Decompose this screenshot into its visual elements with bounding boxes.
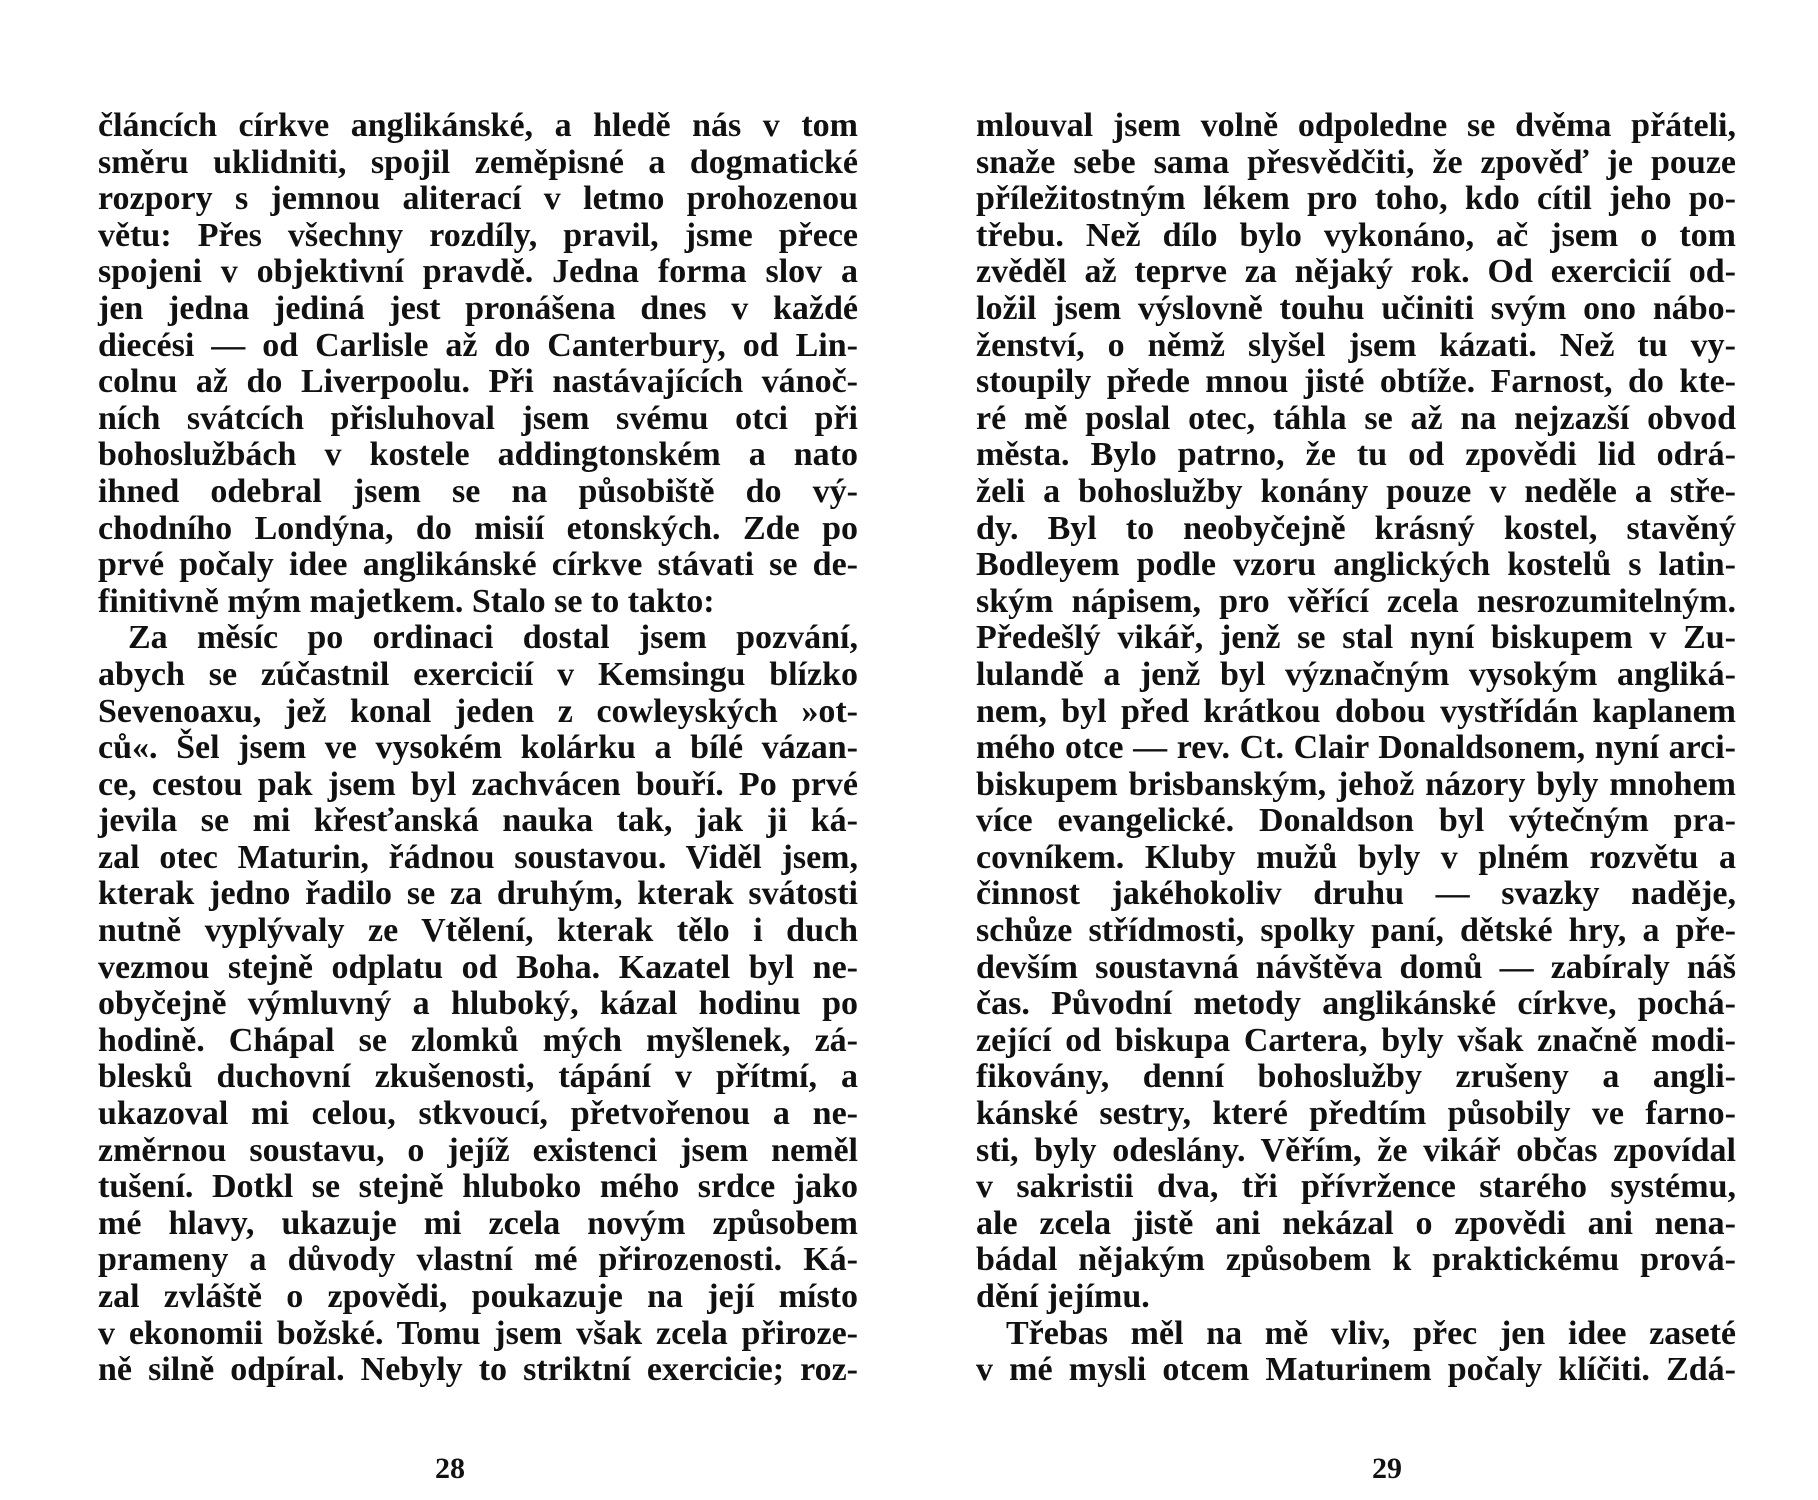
text-line: schůze střídmosti, spolky paní, dětské hry, a pře- (976, 912, 1736, 950)
text-line: jevila se mi křesťanská nauka tak, jak ji ká- (98, 802, 858, 840)
text-line: čas. Původní metody anglikánské církve, pochá- (976, 985, 1736, 1023)
text-line: covníkem. Kluby mužů byly v plném rozvětu a (976, 838, 1736, 876)
text-line: činnost jakéhokoliv druhu — svazky naděje, (976, 875, 1736, 913)
text-line: jen jedna jediná jest pronášena dnes v každé (98, 289, 858, 327)
text-line: ce, cestou pak jsem byl zachvácen bouří. Po prvé (98, 765, 858, 803)
text-line: ně silně odpíral. Nebyly to striktní exercicie; roz- (98, 1351, 858, 1389)
text-line: Předešlý vikář, jenž se stal nyní biskupem v Zu- (976, 619, 1736, 657)
text-line: mé hlavy, ukazuje mi zcela novým způsobem (98, 1204, 858, 1242)
text-line: mého otce — rev. Ct. Clair Donaldsonem, nyní arci- (976, 729, 1736, 767)
text-line: diecési — od Carlisle až do Canterbury, od Lin- (98, 326, 858, 364)
text-line: prvé počaly idee anglikánské církve stávati se de- (98, 546, 858, 584)
text-line: mlouval jsem volně odpoledne se dvěma přáteli, (976, 107, 1736, 144)
text-line: hodině. Chápal se zlomků mých myšlenek, zá- (98, 1021, 858, 1059)
text-line: třebu. Než dílo bylo vykonáno, ač jsem o tom (976, 216, 1736, 254)
text-line: fikovány, denní bohoslužby zrušeny a angli- (976, 1058, 1736, 1096)
text-line: Třebas měl na mě vliv, přec jen idee zaseté (1006, 1314, 1736, 1352)
text-line: dy. Byl to neobyčejně krásný kostel, stavěný (976, 509, 1736, 547)
right-page-text (976, 108, 1736, 1389)
text-line: kánské sestry, které předtím působily ve farno- (976, 1095, 1736, 1133)
text-line: nem, byl před krátkou dobou vystřídán kaplanem (976, 692, 1736, 730)
text-line: nutně vyplývaly ze Vtělení, kterak tělo i duch (98, 912, 858, 950)
text-line: změrnou soustavu, o jejíž existenci jsem neměl (98, 1131, 858, 1169)
left-page-number: 28 (435, 1452, 465, 1485)
text-line: blesků duchovní zkušenosti, tápání v přítmí, a (98, 1058, 858, 1096)
text-line: dění jejímu. (976, 1278, 1150, 1315)
text-line: biskupem brisbanským, jehož názory byly mnohem (976, 765, 1736, 803)
text-line: v mé mysli otcem Maturinem počaly klíčiti. Zdá- (976, 1351, 1736, 1389)
text-line: článcích církve anglikánské, a hledě nás v tom (98, 107, 858, 144)
text-line: města. Bylo patrno, že tu od zpovědi lid odrá- (976, 436, 1736, 474)
text-line: bohoslužbách v kostele addingtonském a nato (98, 436, 858, 474)
text-line: ským nápisem, pro věřící zcela nesrozumitelným. (976, 582, 1736, 620)
text-line: v ekonomii božské. Tomu jsem však zcela přiroze- (98, 1314, 858, 1352)
text-line: směru uklidniti, spojil zeměpisné a dogmatické (98, 143, 858, 181)
text-line: stoupily přede mnou jisté obtíže. Farnost, do kte- (976, 363, 1736, 401)
text-line: ale zcela jistě ani nekázal o zpovědi ani nena- (976, 1204, 1736, 1242)
text-line: ložil jsem výslovně touhu učiniti svým ono nábo- (976, 289, 1736, 327)
text-line: zvěděl až teprve za nějaký rok. Od exercicií od- (976, 253, 1736, 291)
text-line: želi a bohoslužby konány pouze v neděle a stře- (976, 472, 1736, 510)
text-line: ženství, o němž slyšel jsem kázati. Než tu vy- (976, 326, 1736, 364)
text-line: zal zvláště o zpovědi, poukazuje na její místo (98, 1278, 858, 1315)
text-line: ré mě poslal otec, táhla se až na nejzazší obvod (976, 399, 1736, 437)
text-line: obyčejně výmluvný a hluboký, kázal hodinu po (98, 985, 858, 1023)
text-line: colnu až do Liverpoolu. Při nastávajících vánoč- (98, 363, 858, 401)
right-page (909, 0, 1818, 1500)
text-line: větu: Přes všechny rozdíly, pravil, jsme přece (98, 216, 858, 254)
text-line: ců«. Šel jsem ve vysokém kolárku a bílé vázan- (98, 729, 858, 767)
text-line: bádal nějakým způsobem k praktickému prová- (976, 1241, 1736, 1279)
text-line: rozpory s jemnou aliterací v letmo prohozenou (98, 180, 858, 218)
text-line: sti, byly odeslány. Věřím, že vikář občas zpovídal (976, 1131, 1736, 1169)
text-line: devším soustavná návštěva domů — zabíraly náš (976, 948, 1736, 986)
text-line: abych se zúčastnil exercicií v Kemsingu blízko (98, 655, 858, 693)
text-line: snaže sebe sama přesvědčiti, že zpověď je pouze (976, 143, 1736, 181)
text-line: spojeni v objektivní pravdě. Jedna forma slov a (98, 253, 858, 291)
text-line: v sakristii dva, tři přívržence starého systému, (976, 1168, 1736, 1206)
text-line: vezmou stejně odplatu od Boha. Kazatel byl ne- (98, 948, 858, 986)
text-line: ních svátcích přisluhoval jsem svému otci při (98, 399, 858, 437)
text-line: prameny a důvody vlastní mé přirozenosti. Ká- (98, 1241, 858, 1279)
text-line: ukazoval mi celou, stkvoucí, přetvořenou a ne- (98, 1095, 858, 1133)
text-line: kterak jedno řadilo se za druhým, kterak svátosti (98, 875, 858, 913)
text-line: více evangelické. Donaldson byl výtečným pra- (976, 802, 1736, 840)
text-line: ihned odebral jsem se na působiště do vý- (98, 472, 858, 510)
right-page-number: 29 (1372, 1452, 1402, 1485)
text-line: zející od biskupa Cartera, byly však značně modi- (976, 1021, 1736, 1059)
left-page-text (98, 108, 858, 1389)
text-line: finitivně mým majetkem. Stalo se to takto: (98, 582, 715, 620)
text-line: lulandě a jenž byl význačným vysokým angliká- (976, 655, 1736, 693)
text-line: příležitostným lékem pro toho, kdo cítil jeho po- (976, 180, 1736, 218)
text-line: tušení. Dotkl se stejně hluboko mého srdce jako (98, 1168, 858, 1206)
text-line: chodního Londýna, do misií etonských. Zde po (98, 509, 858, 547)
text-line: Sevenoaxu, jež konal jeden z cowleyských »ot- (98, 692, 858, 730)
text-line: Bodleyem podle vzoru anglických kostelů s latin- (976, 546, 1736, 584)
text-line: Za měsíc po ordinaci dostal jsem pozvání, (128, 619, 858, 657)
text-line: zal otec Maturin, řádnou soustavou. Viděl jsem, (98, 838, 858, 876)
